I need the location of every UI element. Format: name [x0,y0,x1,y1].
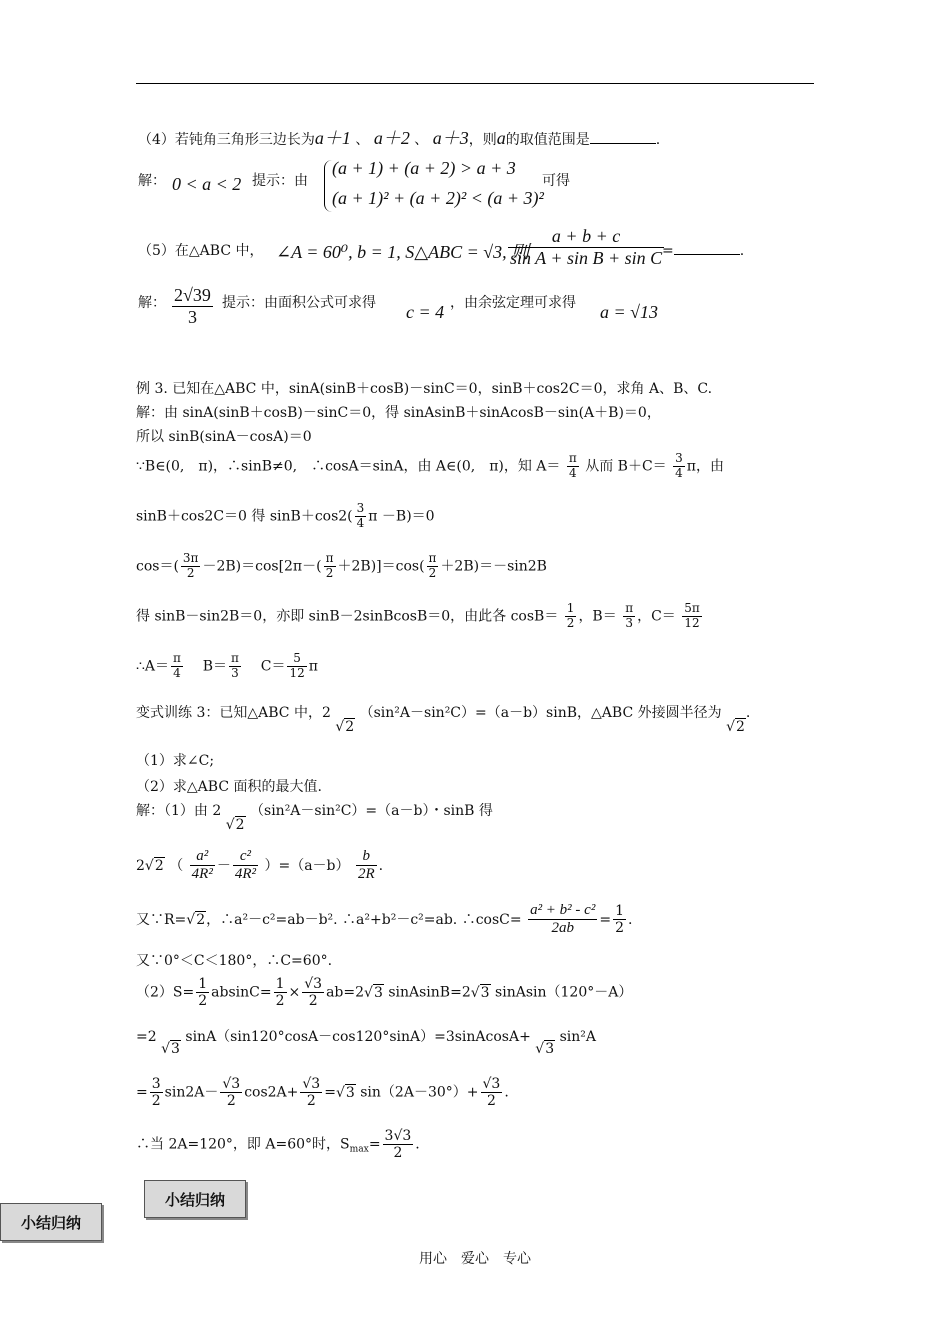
system-line-2: (a + 1)² + (a + 2)² < (a + 3)² [332,188,544,208]
q5-c-value: c = 4 [406,302,445,322]
q5-answer: $\frac{2√39}{3}$ [174,285,211,327]
q5-condition: ∠A = 60⁰, b = 1, S△ABC = √3, 则 [276,242,530,262]
page-footer: 用心 爱心 专心 [419,1251,531,1267]
q5-fraction: $\frac{a + b + c}{\text{sin A + sin B + sin C}}$ [510,226,663,268]
var3-sol-6: =2 √3 sinA（sin120°cosA－cos120°sinA）=3sinAcosA+ √3 sin²A [136,1029,596,1057]
ex3-solution-3: ∵B∈(0, π)，∴sinB≠0, ∴cosA＝sinA，由 A∈(0, π)，知 A＝ $\frac{\pi}{4}$ 从而 B＋C＝ $\frac{3}{4}$ π，由 [136,451,724,480]
var3-q1: （1）求∠C; [136,753,215,769]
q4-solution-label: 解： [138,173,166,189]
q4-hint: 提示：由 [252,173,308,189]
ex3-solution-6: 得 sinB－sin2B＝0，亦即 sinB－2sinBcosB＝0，由此各 cosB＝ $\frac{1}{2}$ ，B＝ $\frac{\pi}{3}$ ，C＝ $\frac{5\pi}{12}$ [136,601,700,630]
ex3-solution-5: cos＝( $\frac{3\pi}{2}$ －2B)＝cos[2π－( $\frac{\pi}{2}$ ＋2B)]＝cos( $\frac{\pi}{2}$ ＋2B)＝－sin2B [136,551,547,580]
ex3-solution-1: 解：由 sinA(sinB＋cosB)－sinC＝0，得 sinAsinB＋sinAcosB－sin(A＋B)＝0， [136,405,661,421]
var3-sol-8: ∴当 2A=120°，即 A=60°时，$S_{max}=$ $\frac{3√3}{2}$ . [136,1128,420,1162]
var3-statement: 变式训练 3：已知△ABC 中，2 √2 （sin²A－sin²C）=（a－b）sinB，△ABC 外接圆半径为 √2. [136,705,751,735]
var3-sol-1: 解：（1）由 2 √2 （sin²A－sin²C）=（a－b）・sinB 得 [136,803,493,833]
q5-a-value: a = √13 [600,302,659,322]
system-line-1: (a + 1) + (a + 2) > a + 3 [332,158,516,178]
q5-question-prefix: （5）在△ABC 中， [138,243,264,259]
var3-q2: （2）求△ABC 面积的最大值. [136,779,322,795]
q5-solution-label: 解： [138,295,166,311]
q4-then: 可得 [542,173,570,189]
q5-hint1: 提示：由面积公式可求得 [222,295,376,311]
var3-sol-4: 又∵0°＜C＜180°，∴C=60°. [136,953,333,969]
ex3-solution-4: sinB＋cos2C＝0 得 sinB＋cos2( $\frac{3}{4}$ π －B)＝0 [136,501,435,530]
q4-answer: 0 < a < 2 [172,174,242,194]
var3-sol-5: （2）S= $\frac{1}{2}$ absinC= $\frac{1}{2}$ × $\frac{√3}{2}$ ab=2√3 sinAsinB=2√3 sinAsin（120°－A） [136,976,633,1010]
header-rule [136,83,814,84]
summary-heading-box: 小结归纳 [144,1180,246,1218]
q5-hint2: ，由余弦定理可求得 [450,295,576,311]
ex3-conclusion: ∴A＝ $\frac{\pi}{4}$ B＝ $\frac{\pi}{3}$ C＝ $\frac{5}{12}$ π [136,651,318,680]
ex3-solution-2: 所以 sinB(sinA－cosA)＝0 [136,429,312,445]
sqrt-2: √2 [335,719,355,735]
q5-tail: = . [662,240,744,259]
ex3-statement: 例 3. 已知在△ABC 中，sinA(sinB＋cosB)－sinC＝0，sinB＋cos2C＝0，求角 A、B、C. [136,381,713,397]
var3-sol-2: 2√2 （ $\frac{\text{a²}}{\text{4R²}}$ － $\frac{\text{c²}}{\text{4R²}}$ ）=（a－b） $\frac{b}{2R}$ . [136,848,384,883]
q4-question: （4）若钝角三角形三边长为a＋1 、 a＋2 、 a＋3，则a的取值范围是 . [138,128,661,148]
var3-sol-3: 又∵R=√2，∴a²－c²=ab－b². ∴a²+b²－c²=ab. ∴cosC= $\frac{\text{a² + b² - c²}}{2ab}$ = $\frac{1}{2}$ . [136,902,633,937]
summary-side-box: 小结归纳 [0,1203,102,1241]
var3-sol-7: = $\frac{3}{2}$ sin2A－ $\frac{√3}{2}$ cos2A+ $\frac{√3}{2}$ =√3 sin（2A－30°）+ $\frac{√3}{2}$ . [136,1076,509,1110]
answer-blank [590,129,656,144]
